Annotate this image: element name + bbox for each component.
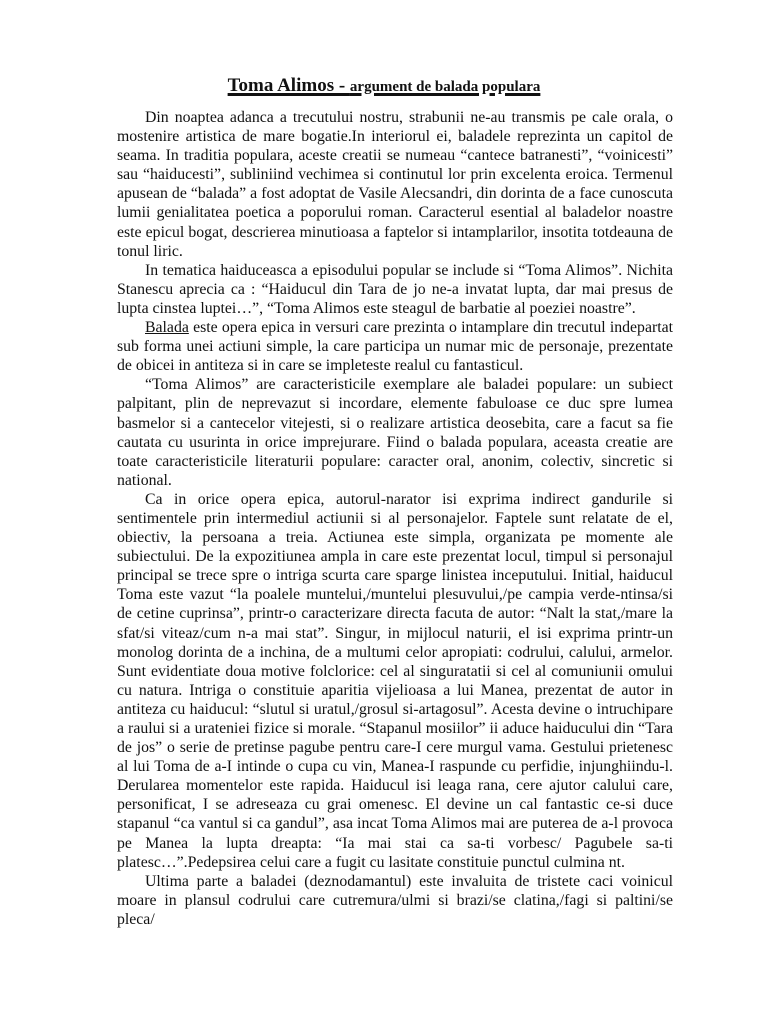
- document-title: [0, 70, 768, 97]
- paragraph-characteristics: “Toma Alimos” are caracteristicile exemplare ale baladei populare: un subiect palpitant, plin de neprevazut si incordare, elemente fabuloase ce duc spre lumea basmelor si a cantecelor vitejesti, si o realizare artistica deosebita, care a facut sa fie cautata cu usurinta in orice imprejurare. Fiind o balada populara, aceasta creatie are toate caracteristicile literaturii populare: caracter oral, anonim, colectiv, sincretic si national.: [117, 376, 673, 489]
- paragraph-intro: Din noaptea adanca a trecutului nostru, strabunii ne-au transmis pe cale orala, o mostenire artistica de mare bogatie.In interiorul ei, baladele reprezinta un capitol de seama. In traditia populara, aceste creatii se numeau “cantece batranesti”, “voinicesti” sau “haiducesti”, subliniind vechimea si continutul lor prin excelenta eroica. Termenul apusean de “balada” a fost adoptat de Vasile Alecsandri, din dorinta de a face cunoscuta lumii genialitatea poetica a poporului roman. Caracterul esential al baladelor noastre este epicul bogat, descrierea minutioasa a faptelor si intamplarilor, insotita totdeauna de tonul liric.: [117, 109, 673, 260]
- title-subtitle: argument de balada populara: [349, 79, 541, 95]
- document-body: [117, 108, 673, 929]
- balada-term: Balada: [145, 319, 189, 337]
- paragraph-balada-definition: [117, 318, 673, 375]
- paragraph-denouement: Ultima parte a baladei (deznodamantul) este invaluita de tristete caci voinicul moare in plansul codrului care cutremura/ulmi si brazi/se clatina,/fagi si paltini/se pleca/: [117, 872, 673, 928]
- paragraph-narrative: Ca in orice opera epica, autorul-narator isi exprima indirect gandurile si sentimentele prin intermediul actiunii si al personajelor. Faptele sunt relatate de el, obiectiv, la persoana a treia. Actiunea este simpla, organizata pe momente ale subiectului. De la expozitiunea ampla in care este prezentat locul, timpul si personajul principal se trece spre o intriga scurta care sparge linistea inceputului. Initial, haiducul Toma este vazut “la poalele muntelui,/muntelui plesuvului,/pe campia verde-ntinsa/si de cetine cuprinsa”, printr-o caracterizare directa facuta de autor: “Nalt la stat,/mare la sfat/si viteaz/cum n-a mai stat”. Singur, in mijlocul naturii, el isi exprima printr-un monolog dorinta de a inchina, de a multumi celor apropiati: codrului, calului, armelor. Sunt evidentiate doua motive folclorice: cel al singuratatii si cel al comuniunii omului cu natura. Intriga o constituie aparitia vijelioasa a lui Manea, prezentat de autor in antiteza cu haiducul: “slutul si uratul,/grosul si-artagosul”. Acesta devine o intruchipare a raului si a urateniei fizice si morale. “Stapanul mosiilor” ii aduce haiducului din “Tara de jos” o serie de pretinse pagube pentru care-I cere murgul vama. Gestului prietenesc al lui Toma de a-I intinde o cupa cu vin, Manea-I raspunde cu perfidie, injunghiindu-l. Derularea momentelor este rapida. Haiducul isi leaga rana, cere ajutor calului care, personificat, I se adreseaza cu grai omenesc. El devine un cal fantastic ce-si duce stapanul “ca vantul si ca gandul”, asa incat Toma Alimos mai are puterea de a-l provoca pe Manea la lupta dreapta: “Ia mai stai ca sa-ti vorbesc/ Pagubele sa-ti platesc…”.Pedepsirea celui care a fugit cu lasitate constituie punctul culmina nt.: [117, 490, 673, 871]
- paragraph-haiducesti: In tematica haiduceasca a episodului popular se include si “Toma Alimos”. Nichita Stanescu aprecia ca : “Haiducul din Tara de jo ne-a invatat lupta, dar mai presus de lupta cinstea luptei…”, “Toma Alimos este steagul de barbatie al poeziei noastre”.: [117, 261, 673, 317]
- balada-definition-text: este opera epica in versuri care prezinta o intamplare din trecutul indepartat sub forma unei actiuni simple, la care participa un numar mic de personaje, prezentate de obicei in antiteza si in care se impleteste realul cu fantasticul.: [117, 319, 673, 375]
- title-main: Toma Alimos -: [227, 75, 350, 96]
